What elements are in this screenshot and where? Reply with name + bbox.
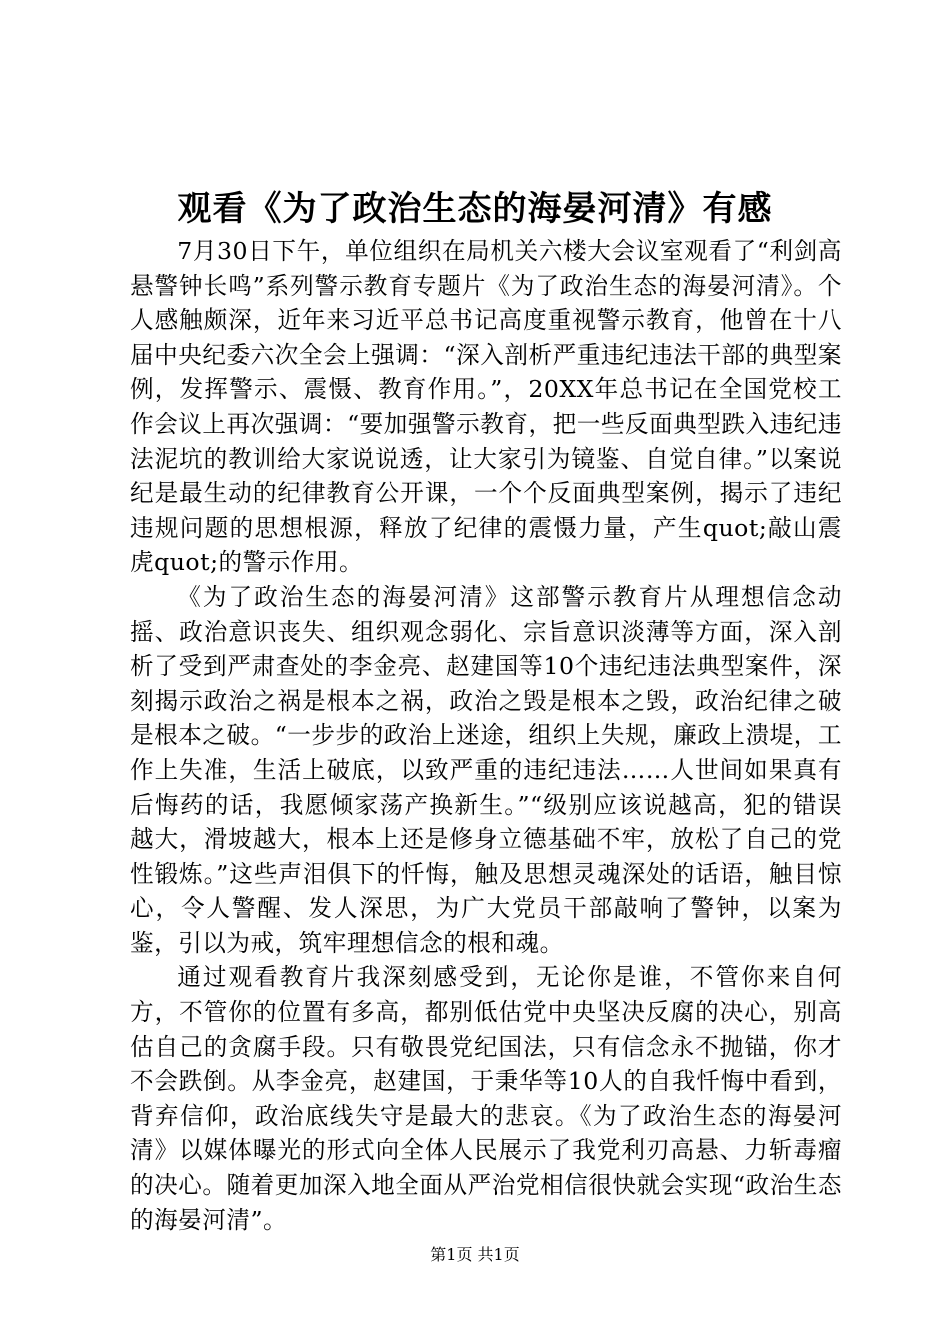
paragraph-2: 《为了政治生态的海晏河清》这部警示教育片从理想信念动摇、政治意识丧失、组织观念弱化、宗旨意识淡薄等方面，深入剖析了受到严肃查处的李金亮、赵建国等10个违纪违法典型案件，深刻揭示政治之祸是根本之祸，政治之毁是根本之毁，政治纪律之破是根本之破。“一步步的政治上迷途，组织上失规，廉政上溃堤，工作上失准，生活上破底，以致严重的违纪违法……人世间如果真有后悔药的话，我愿倾家荡产换新生。”“级别应该说越高，犯的错误越大，滑坡越大，根本上还是修身立德基础不牢，放松了自己的党性锻炼。”这些声泪俱下的忏悔，触及思想灵魂深处的话语，触目惊心，令人警醒、发人深思，为广大党员干部敲响了警钟，以案为鉴，引以为戒，筑牢理想信念的根和魂。 [130,582,842,957]
document-title: 观看《为了政治生态的海晏河清》有感 [177,189,773,229]
page-footer: 第1页 共1页 [430,1245,520,1264]
paragraph-1: 7月30日下午，单位组织在局机关六楼大会议室观看了“利剑高悬警钟长鸣”系列警示教育专题片《为了政治生态的海晏河清》。个人感触颇深，近年来习近平总书记高度重视警示教育，他曾在十八届中央纪委六次全会上强调：“深入剖析严重违纪违法干部的典型案例，发挥警示、震慑、教育作用。”，20XX年总书记在全国党校工作会议上再次强调：“要加强警示教育，把一些反面典型跌入违纪违法泥坑的教训给大家说说透，让大家引为镜鉴、自觉自律。”以案说纪是最生动的纪律教育公开课，一个个反面典型案例，揭示了违纪违规问题的思想根源，释放了纪律的震慑力量，产生quot;敲山震虎quot;的警示作用。 [130,237,842,577]
document-body [130,234,842,1237]
paragraph-3: 通过观看教育片我深刻感受到，无论你是谁，不管你来自何方，不管你的位置有多高，都别低估党中央坚决反腐的决心，别高估自己的贪腐手段。只有敬畏党纪国法，只有信念永不抛锚，你才不会跌倒。从李金亮，赵建国，于秉华等10人的自我忏悔中看到，背弃信仰，政治底线失守是最大的悲哀。《为了政治生态的海晏河清》以媒体曝光的形式向全体人民展示了我党利刃高悬、力斩毒瘤的决心。随着更加深入地全面从严治党相信很快就会实现“政治生态的海晏河清”。 [130,963,842,1234]
